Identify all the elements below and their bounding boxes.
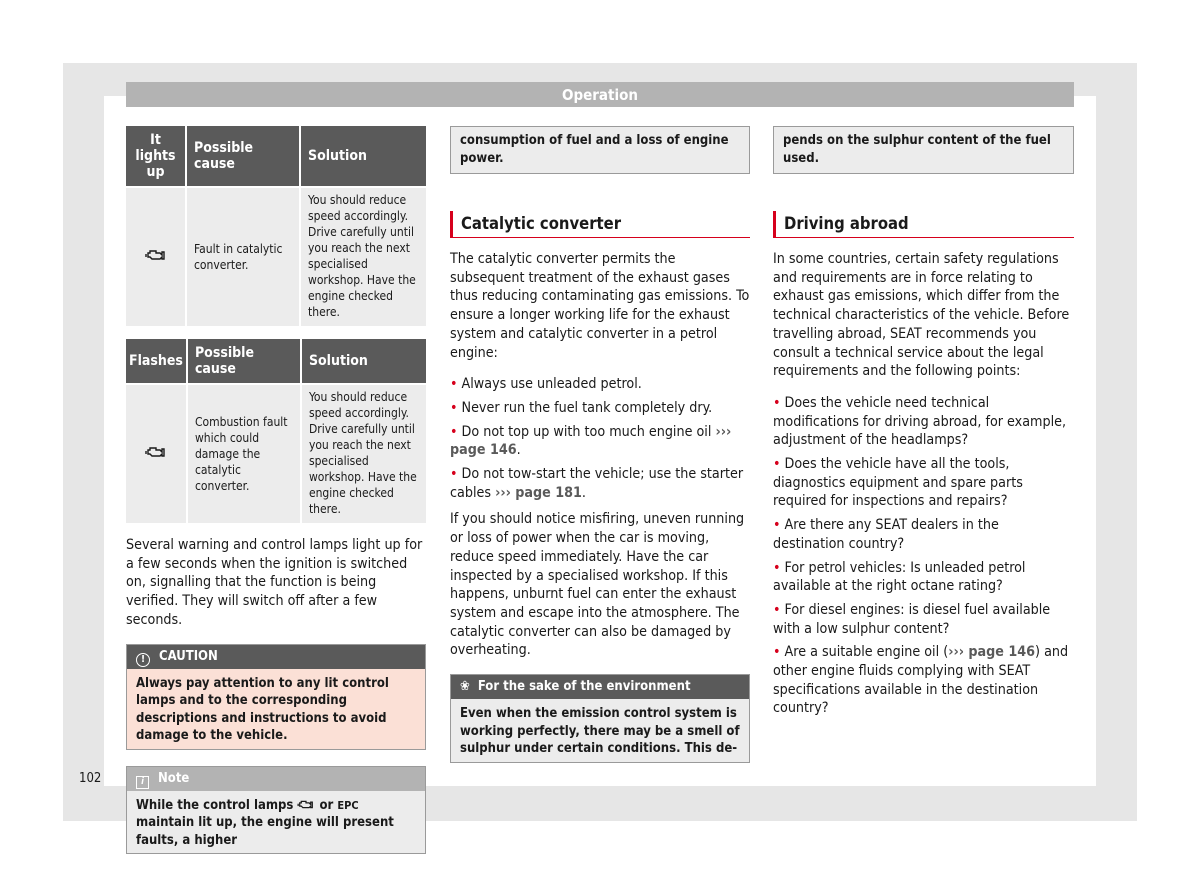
lamp-table-flashes [124, 339, 428, 523]
th-lights-up: It lights up [126, 126, 185, 186]
note-text: While the control lamps or EPC maintain lit up, the engine will present faults, a higher [127, 791, 425, 854]
exclamation-icon: ! [136, 653, 150, 667]
solution-cell: You should reduce speed accordingly. Drive carefully until you reach the next specialised workshop. Have the engine checked there. [301, 186, 426, 326]
cause-cell: Fault in catalytic converter. [187, 186, 299, 326]
list-item: • For petrol vehicles: Is unleaded petrol available at the right octane rating? [773, 559, 1074, 596]
column-2 [450, 126, 750, 763]
continued-text: consumption of fuel and a loss of engine power. [451, 127, 749, 173]
th-solution: Solution [301, 126, 426, 186]
list-item: • For diesel engines: is diesel fuel available with a low sulphur content? [773, 601, 1074, 638]
continued-text: pends on the sulphur content of the fuel used. [774, 127, 1073, 173]
page-ref-link[interactable]: ››› page 146 [948, 644, 1036, 661]
cause-cell: Combustion fault which could damage the catalytic converter. [188, 383, 300, 523]
list-item: • Do not top up with too much engine oil ››› page 146. [450, 423, 750, 460]
table-row [126, 383, 426, 523]
solution-cell: You should reduce speed accordingly. Drive carefully until you reach the next specialised workshop. Have the engine checked there. [302, 383, 426, 523]
environment-box [450, 674, 750, 763]
catalytic-list [450, 375, 750, 502]
column-1 [126, 126, 426, 854]
page-ref-link[interactable]: ››› page 181 [495, 484, 582, 501]
note-title: Note [158, 770, 190, 786]
abroad-intro: In some countries, certain safety regulations and requirements are in force relating to exhaust gas emissions, which differ from the technical characteristics of the vehicle. Before travelling abroad, SEAT recommends you consult a technical service about the legal requirements and the following points: [773, 251, 1070, 380]
heading-driving-abroad: Driving abroad [773, 211, 1074, 238]
list-item: • Does the vehicle need technical modifications for driving abroad, for example, adjustment of the headlamps? [773, 394, 1074, 450]
lamp-table-lights-up [124, 126, 428, 326]
leaf-icon: ❀ [460, 679, 470, 695]
th-flashes: Flashes [126, 339, 186, 383]
abroad-list [773, 394, 1074, 718]
engine-check-icon [145, 445, 167, 459]
info-icon: i [136, 776, 149, 789]
engine-check-icon [145, 248, 167, 262]
continued-box [773, 126, 1074, 174]
continued-box [450, 126, 750, 174]
list-item: • Does the vehicle have all the tools, diagnostics equipment and spare parts required for inspections and repairs? [773, 455, 1074, 511]
heading-catalytic-converter: Catalytic converter [450, 211, 750, 238]
list-item: • Do not tow-start the vehicle; use the starter cables ››› page 181. [450, 465, 750, 502]
environment-text: Even when the emission control system is working perfectly, there may be a smell of sulphur under certain conditions. This de- [451, 699, 749, 762]
epc-label: EPC [337, 798, 359, 812]
lamp-paragraph: Several warning and control lamps light up for a few seconds when the ignition is switched on, signalling that the function is being verified. They will switch off after a few seconds. [126, 537, 423, 628]
table-row [126, 186, 426, 326]
list-item: • Never run the fuel tank completely dry. [450, 399, 750, 418]
th-cause: Possible cause [188, 339, 300, 383]
caution-box [126, 644, 426, 750]
list-item: • Always use unleaded petrol. [450, 375, 750, 394]
caution-text: Always pay attention to any lit control lamps and to the corresponding descriptions and instructions to avoid damage to the vehicle. [127, 669, 425, 749]
caution-title: CAUTION [159, 648, 218, 664]
list-item: • Are a suitable engine oil (››› page 146) and other engine fluids complying with SEAT specifications available in the destination country? [773, 643, 1074, 718]
misfiring-paragraph: If you should notice misfiring, uneven running or loss of power when the car is moving, reduce speed immediately. Have the car inspected by a specialised workshop. If this happens, unburnt fuel can enter the exhaust system and escape into the atmosphere. The catalytic converter can also be damaged by overheating. [450, 511, 745, 659]
engine-check-icon [297, 799, 315, 810]
th-cause: Possible cause [187, 126, 299, 186]
page-number: 102 [79, 771, 102, 786]
environment-title: For the sake of the environment [477, 679, 691, 695]
catalytic-intro: The catalytic converter permits the subsequent treatment of the exhaust gases thus reducing contaminating gas emissions. To ensure a longer working life for the exhaust system and catalytic converter in a petrol engine: [450, 251, 750, 361]
th-solution: Solution [302, 339, 426, 383]
note-box [126, 766, 426, 855]
column-3 [773, 126, 1074, 723]
page-ref-link[interactable]: ››› page 146 [450, 423, 732, 459]
section-header: Operation [126, 82, 1074, 107]
list-item: • Are there any SEAT dealers in the destination country? [773, 516, 1074, 553]
